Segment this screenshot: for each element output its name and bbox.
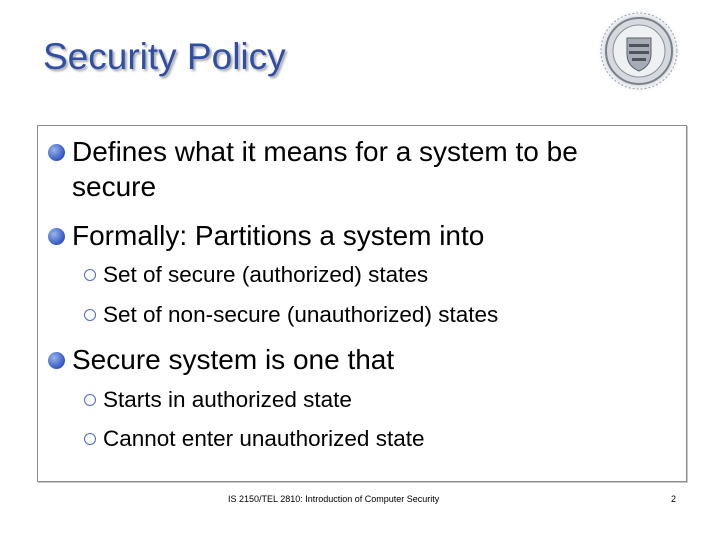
sub-bullet-icon <box>84 394 96 406</box>
bullet-text: Secure system is one that <box>72 344 395 375</box>
sub-bullet-text: Set of non-secure (unauthorized) states <box>103 302 499 327</box>
page-number: 2 <box>671 494 677 504</box>
sub-bullet-text: Cannot enter unauthorized state <box>103 426 425 451</box>
slide-title: Security Policy <box>43 36 286 77</box>
bullet-text: Defines what it means for a system to be <box>72 136 578 167</box>
bullet-icon <box>48 144 65 161</box>
bullet-text-continuation: secure <box>72 171 157 202</box>
sub-bullet-text: Set of secure (authorized) states <box>103 262 429 287</box>
sub-bullet-icon <box>84 309 96 321</box>
sub-bullet-icon <box>84 269 96 281</box>
sub-bullet-text: Starts in authorized state <box>103 387 352 412</box>
sub-bullet-icon <box>84 433 96 445</box>
footer-course-title: IS 2150/TEL 2810: Introduction of Computer Security <box>228 494 440 504</box>
bullet-icon <box>48 228 65 245</box>
bullet-text: Formally: Partitions a system into <box>72 220 485 251</box>
bullet-icon <box>48 352 65 369</box>
university-seal-icon <box>596 8 682 94</box>
